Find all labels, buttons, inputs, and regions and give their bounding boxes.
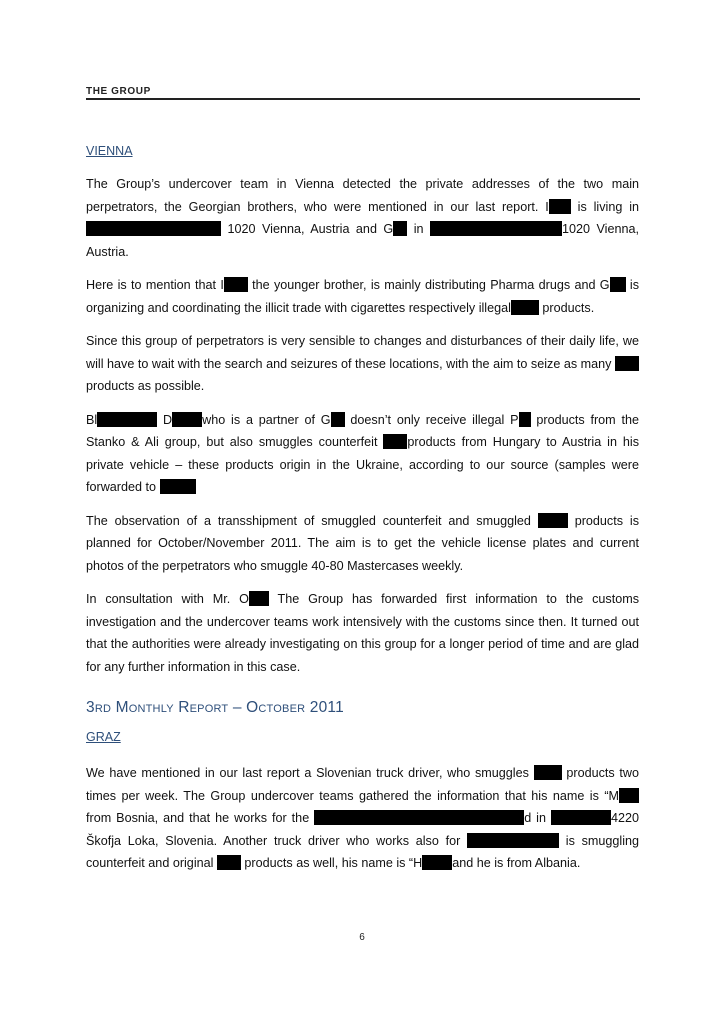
redaction xyxy=(249,591,269,606)
paragraph: Here is to mention that I the younger brother, is mainly distributing Pharma drugs and G is organizing and coordinating the illicit trade with cigarettes respectively illegal products. xyxy=(86,278,640,315)
running-header: THE GROUP xyxy=(86,86,151,97)
redaction xyxy=(224,277,248,292)
paragraph: The Group’s undercover team in Vienna detected the private addresses of the two main perpetrators, the Georgian brothers, who were mentioned in our last report. I is living in 1020 Vienna, Austria and G in 1020 Vienna, Austria. xyxy=(86,177,640,259)
section-heading-vienna: VIENNA xyxy=(86,144,133,158)
page-number: 6 xyxy=(359,932,365,943)
redaction xyxy=(467,833,559,848)
redaction xyxy=(538,513,568,528)
redaction xyxy=(519,412,531,427)
section-heading-graz: GRAZ xyxy=(86,730,121,744)
redaction xyxy=(615,356,639,371)
redaction xyxy=(314,810,524,825)
report-heading: 3rd Monthly Report – October 2011 xyxy=(86,699,344,716)
redaction xyxy=(610,277,626,292)
redaction xyxy=(393,221,407,236)
redaction xyxy=(383,434,407,449)
paragraph: In consultation with Mr. O The Group has forwarded first information to the customs investigation and the undercover teams work intensively with the customs since then. It turned out that the authorities were already investigating on this group for a longer period of time and are glad for any further information in this case. xyxy=(86,592,640,674)
redaction xyxy=(422,855,452,870)
paragraph: We have mentioned in our last report a Slovenian truck driver, who smuggles products two times per week. The Group undercover teams gathered the information that his name is “M from Bosnia, and that he works for the d in 4220 Škofja Loka, Slovenia. Another truck driver who works also for is smuggling counterfeit and original products as well, his name is “H and he is from Albania. xyxy=(86,766,640,870)
paragraph: Since this group of perpetrators is very sensible to changes and disturbances of their daily life, we will have to wait with the search and seizures of these locations, with the aim to seize as many products as possible. xyxy=(86,334,639,393)
redaction xyxy=(619,788,639,803)
redaction xyxy=(549,199,571,214)
redaction xyxy=(430,221,562,236)
redaction xyxy=(551,810,611,825)
redaction xyxy=(160,479,196,494)
redaction xyxy=(534,765,562,780)
redaction xyxy=(172,412,202,427)
redaction xyxy=(217,855,241,870)
redaction xyxy=(511,300,539,315)
redaction xyxy=(97,412,157,427)
redaction xyxy=(86,221,221,236)
redaction xyxy=(331,412,345,427)
graz-section-body xyxy=(86,762,639,886)
header-rule xyxy=(86,98,640,100)
paragraph: Bl D who is a partner of G doesn’t only receive illegal P products from the Stanko & Ali group, but also smuggles counterfeit products from Hungary to Austria in his private vehicle – these products origin in the Ukraine, according to our source (samples were forwarded to xyxy=(86,412,639,494)
paragraph: The observation of a transshipment of smuggled counterfeit and smuggled products is planned for October/November 2011. The aim is to get the vehicle license plates and current photos of the perpetrators who smuggle 40-80 Mastercases weekly. xyxy=(86,513,639,573)
vienna-section-body xyxy=(86,173,639,689)
